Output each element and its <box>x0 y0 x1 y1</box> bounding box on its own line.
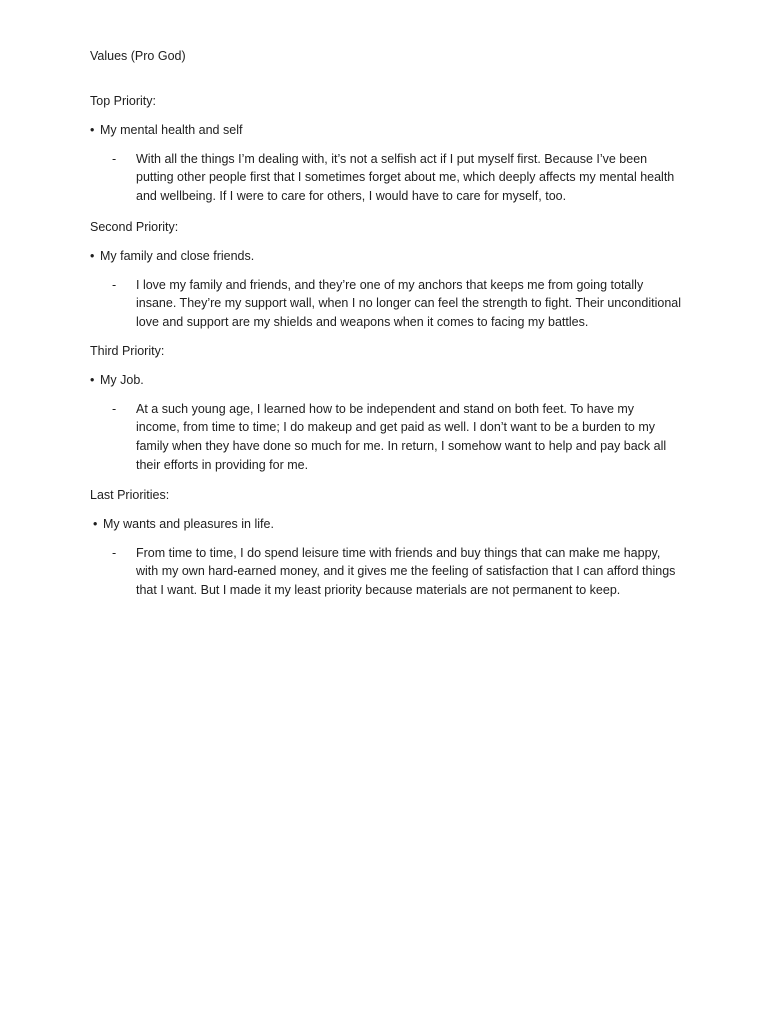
section-heading: Top Priority: <box>90 94 156 108</box>
bullet-icon: • <box>93 516 98 531</box>
dash-icon: - <box>112 545 117 560</box>
bullet-text: My Job. <box>100 372 144 387</box>
bullet-icon: • <box>90 248 95 263</box>
detail-text: With all the things I’m dealing with, it’s not a selfish act if I put myself first. Because I’ve been putting other people first that I sometimes forget about me, which deeply affects my mental health and wellbeing. If I were to care for others, I would have to care for myself, too. <box>136 151 675 204</box>
section-heading: Last Priorities: <box>90 488 170 502</box>
bullet-icon: • <box>90 122 95 137</box>
dash-icon: - <box>112 401 117 416</box>
bullet-item <box>90 121 690 140</box>
section-second-priority <box>90 218 690 332</box>
bullet-icon: • <box>90 372 95 387</box>
section-last-priorities <box>90 486 690 600</box>
detail-item <box>112 150 690 206</box>
document-title: Values (Pro God) <box>90 49 186 63</box>
bullet-item <box>90 515 690 534</box>
bullet-item <box>90 371 690 390</box>
detail-text: From time to time, I do spend leisure time with friends and buy things that can make me happy, with my own hard-earned money, and it gives me the feeling of satisfaction that I can afford things that I want. But I made it my least priority because materials are not permanent to keep. <box>136 545 676 598</box>
bullet-text: My mental health and self <box>100 122 243 137</box>
detail-item <box>112 276 690 332</box>
detail-item <box>112 400 690 475</box>
section-heading: Second Priority: <box>90 220 179 234</box>
dash-icon: - <box>112 151 117 166</box>
section-third-priority <box>90 342 690 475</box>
detail-text: At a such young age, I learned how to be independent and stand on both feet. To have my income, from time to time; I do makeup and get paid as well. I don’t want to be a burden to my family when they have done so much for me. In return, I somehow want to help and pay back all their efforts in providing for me. <box>136 401 667 472</box>
detail-text: I love my family and friends, and they’re one of my anchors that keeps me from going totally insane. They’re my support wall, when I no longer can feel the strength to fight. Their unconditional love and support are my shields and weapons when it comes to facing my battles. <box>136 277 681 330</box>
section-heading: Third Priority: <box>90 344 165 358</box>
section-top-priority <box>90 92 690 206</box>
dash-icon: - <box>112 277 117 292</box>
bullet-text: My family and close friends. <box>100 248 255 263</box>
detail-item <box>112 544 690 600</box>
bullet-text: My wants and pleasures in life. <box>103 516 274 531</box>
bullet-item <box>90 247 690 266</box>
